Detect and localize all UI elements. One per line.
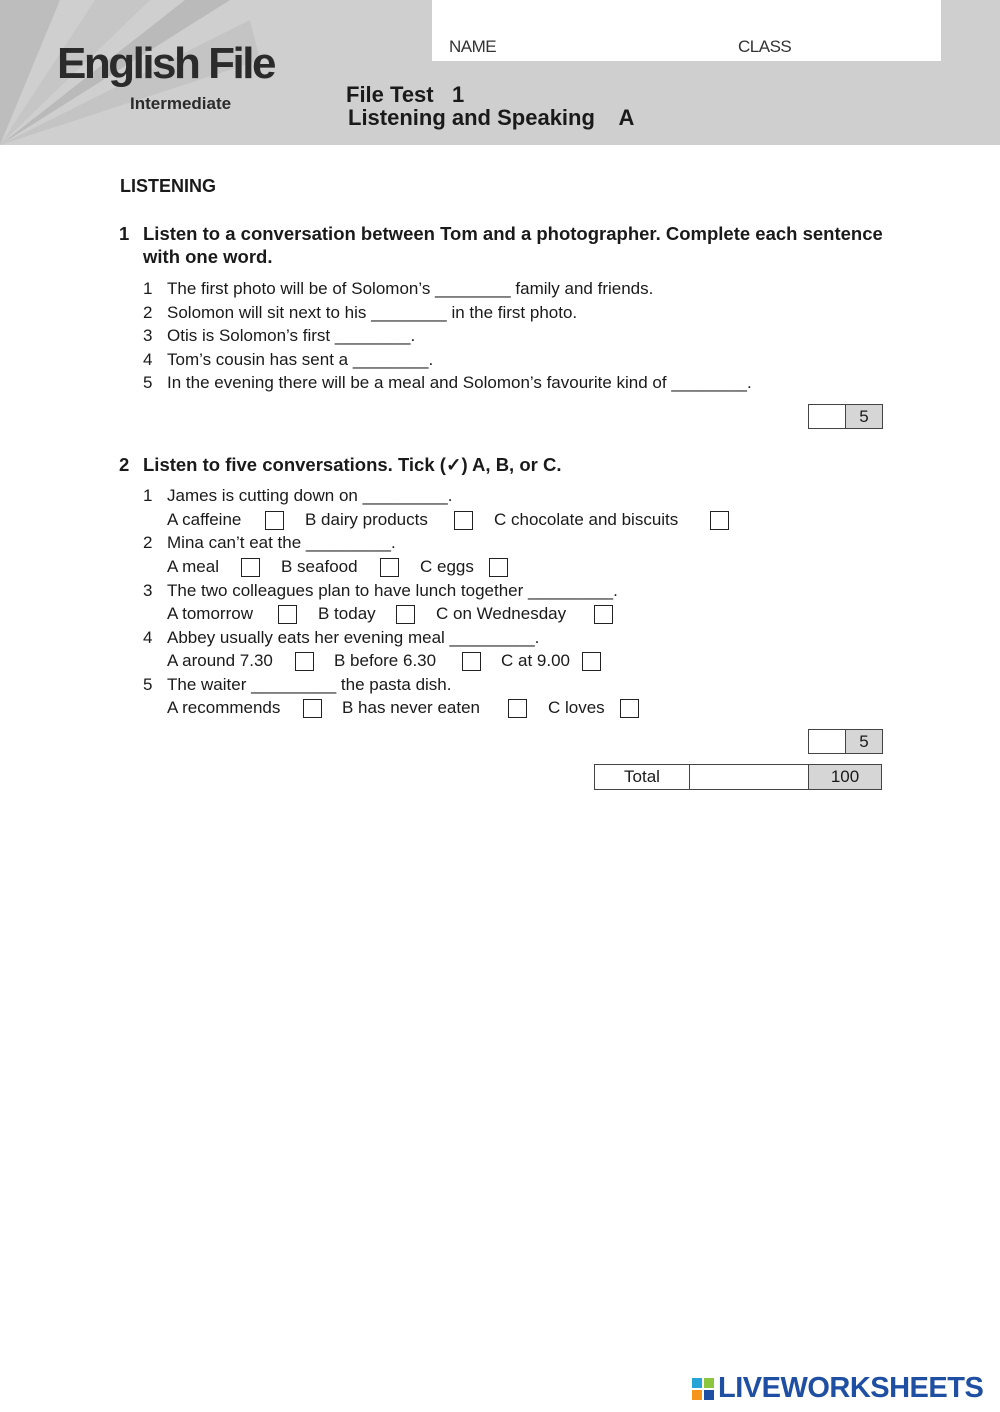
checkbox-5c[interactable] — [620, 699, 639, 718]
total-score-row — [594, 764, 882, 790]
score-box-2 — [808, 729, 883, 754]
score-max: 5 — [846, 405, 882, 428]
name-label: NAME — [449, 37, 497, 56]
checkbox-1c[interactable] — [710, 511, 729, 530]
liveworksheets-tiles-icon — [692, 1378, 714, 1400]
exercise-instruction: Listen to five conversations. Tick (✓) A, B, or C. — [143, 454, 562, 475]
watermark-text: LIVEWORKSHEETS — [718, 1372, 984, 1404]
item-number: 1 — [143, 486, 153, 505]
total-input[interactable] — [690, 765, 809, 789]
exercise-instruction: Listen to a conversation between Tom and a photographer. Complete each sentence with one word. — [143, 223, 883, 267]
checkbox-3a[interactable] — [278, 605, 297, 624]
option-label-b: B has never eaten — [342, 698, 480, 717]
option-label-a: A caffeine — [167, 510, 242, 529]
item-number: 4 — [143, 350, 153, 369]
test-title: File Test 1 — [346, 82, 465, 107]
item-number: 4 — [143, 628, 153, 647]
item-text[interactable]: In the evening there will be a meal and Solomon’s favourite kind of ________. — [167, 373, 752, 392]
checkbox-3c[interactable] — [594, 605, 613, 624]
score-input[interactable] — [809, 730, 846, 753]
checkbox-3b[interactable] — [396, 605, 415, 624]
checkbox-2a[interactable] — [241, 558, 260, 577]
item-text[interactable]: The first photo will be of Solomon’s ________ family and friends. — [167, 279, 654, 298]
checkbox-5a[interactable] — [303, 699, 322, 718]
option-label-a: A meal — [167, 557, 219, 576]
option-label-c: C eggs — [420, 557, 474, 576]
checkbox-1a[interactable] — [265, 511, 284, 530]
checkbox-4c[interactable] — [582, 652, 601, 671]
item-text[interactable]: Solomon will sit next to his ________ in the first photo. — [167, 303, 578, 322]
total-max: 100 — [809, 765, 881, 789]
item-text[interactable]: Tom’s cousin has sent a ________. — [167, 350, 434, 369]
checkbox-1b[interactable] — [454, 511, 473, 530]
option-label-a: A tomorrow — [167, 604, 253, 623]
score-max: 5 — [846, 730, 882, 753]
liveworksheets-logo — [692, 1372, 983, 1405]
option-label-a: A around 7.30 — [167, 651, 273, 670]
exercise-number: 1 — [119, 223, 130, 244]
logo-level: Intermediate — [130, 94, 232, 113]
checkbox-4b[interactable] — [462, 652, 481, 671]
item-text: Mina can’t eat the _________. — [167, 533, 396, 552]
checkbox-2c[interactable] — [489, 558, 508, 577]
page-header — [0, 0, 1000, 145]
item-number: 2 — [143, 303, 153, 322]
option-label-b: B dairy products — [305, 510, 428, 529]
option-label-c: C loves — [548, 698, 605, 717]
logo-brand: English File — [57, 39, 274, 88]
item-text[interactable]: Otis is Solomon’s first ________. — [167, 326, 416, 345]
item-text: Abbey usually eats her evening meal _________. — [167, 628, 540, 647]
option-label-c: C at 9.00 — [501, 651, 570, 670]
option-label-a: A recommends — [167, 698, 281, 717]
item-text: The waiter _________ the pasta dish. — [167, 675, 452, 694]
item-number: 5 — [143, 675, 153, 694]
score-input[interactable] — [809, 405, 846, 428]
item-number: 1 — [143, 279, 153, 298]
exercise-number: 2 — [119, 454, 130, 475]
section-title: LISTENING — [120, 176, 217, 196]
checkbox-4a[interactable] — [295, 652, 314, 671]
checkbox-5b[interactable] — [508, 699, 527, 718]
option-label-b: B today — [318, 604, 376, 623]
item-text: The two colleagues plan to have lunch together _________. — [167, 581, 618, 600]
option-label-b: B seafood — [281, 557, 358, 576]
item-number: 3 — [143, 326, 153, 345]
option-label-c: C on Wednesday — [436, 604, 567, 623]
english-file-logo — [57, 39, 274, 113]
test-subtitle: Listening and Speaking A — [348, 105, 635, 130]
total-label: Total — [595, 765, 690, 789]
item-text: James is cutting down on _________. — [167, 486, 453, 505]
item-number: 2 — [143, 533, 153, 552]
checkbox-2b[interactable] — [380, 558, 399, 577]
class-label: CLASS — [738, 37, 792, 56]
option-label-b: B before 6.30 — [334, 651, 437, 670]
name-class-box — [432, 0, 941, 61]
score-box-1 — [808, 404, 883, 429]
option-label-c: C chocolate and biscuits — [494, 510, 679, 529]
item-number: 5 — [143, 373, 153, 392]
item-number: 3 — [143, 581, 153, 600]
